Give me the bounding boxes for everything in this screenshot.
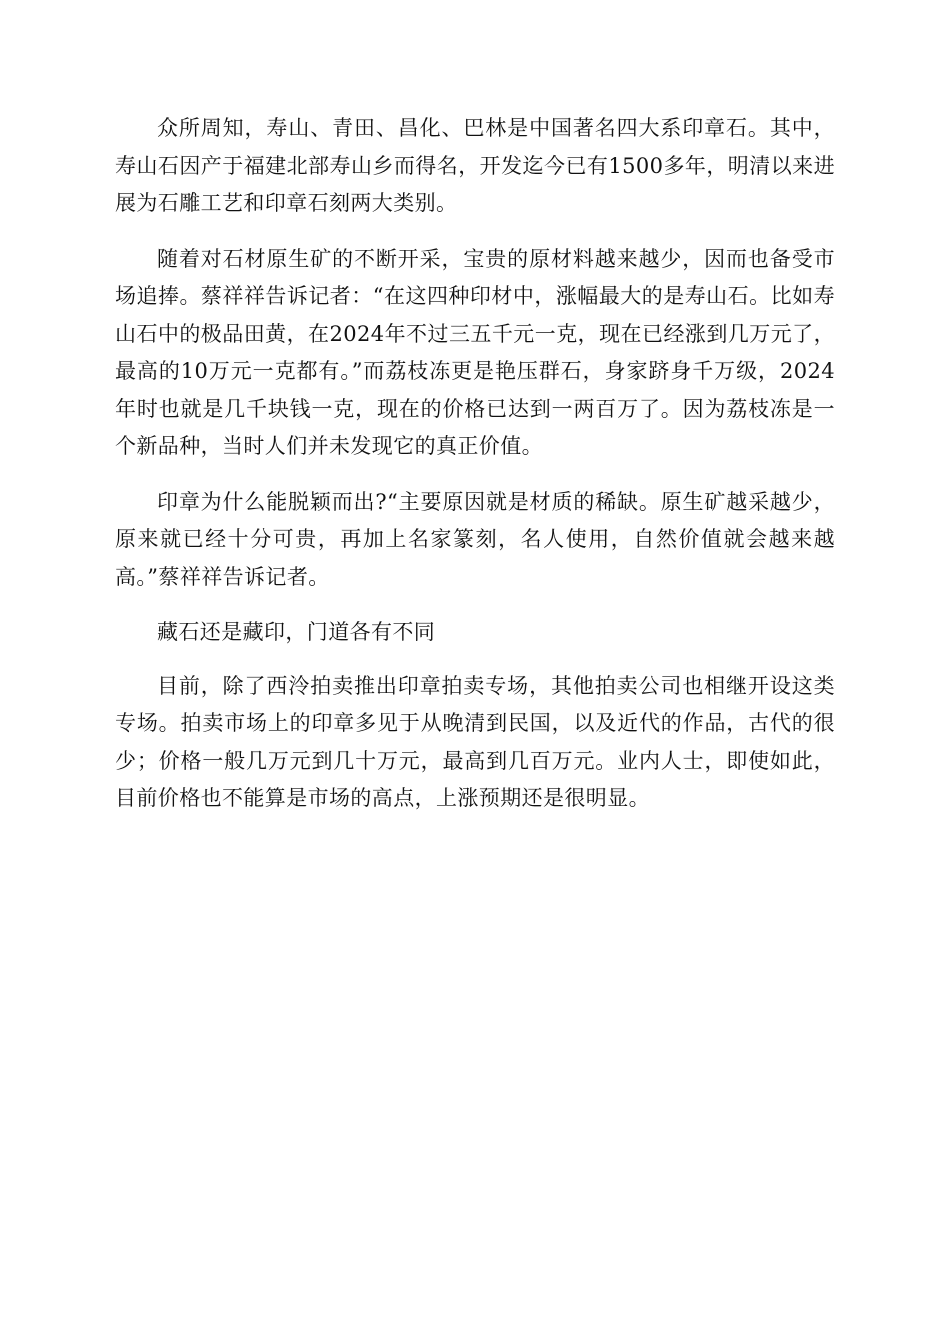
paragraph-reason: 印章为什么能脱颖而出?“主要原因就是材质的稀缺。原生矿越采越少，原来就已经十分可贵，再加上名家篆刻，名人使用，自然价值就会越来越高。”蔡祥祥告诉记者。 — [115, 489, 835, 589]
paragraph-market: 随着对石材原生矿的不断开采，宝贵的原材料越来越少，因而也备受市场追捧。蔡祥祥告诉记者：“在这四种印材中，涨幅最大的是寿山石。比如寿山石中的极品田黄，在2024年不过三五千元一克，现在已经涨到几万元了，最高的10万元一克都有。”而荔枝冻更是艳压群石，身家跻身千万级，2024年时也就是几千块钱一克，现在的价格已达到一两百万了。因为荔枝冻是一个新品种，当时人们并未发现它的真正价值。 — [115, 246, 835, 458]
paragraph-intro: 众所周知，寿山、青田、昌化、巴林是中国著名四大系印章石。其中，寿山石因产于福建北部寿山乡而得名，开发迄今已有1500多年，明清以来进展为石雕工艺和印章石刻两大类别。 — [115, 116, 835, 215]
article-body — [115, 110, 835, 836]
paragraph-auction: 目前，除了西泠拍卖推出印章拍卖专场，其他拍卖公司也相继开设这类专场。拍卖市场上的印章多见于从晚清到民国，以及近代的作品，古代的很少；价格一般几万元到几十万元，最高到几百万元。业内人士，即使如此，目前价格也不能算是市场的高点，上涨预期还是很明显。 — [115, 673, 835, 810]
section-heading: 藏石还是藏印，门道各有不同 — [157, 620, 436, 644]
